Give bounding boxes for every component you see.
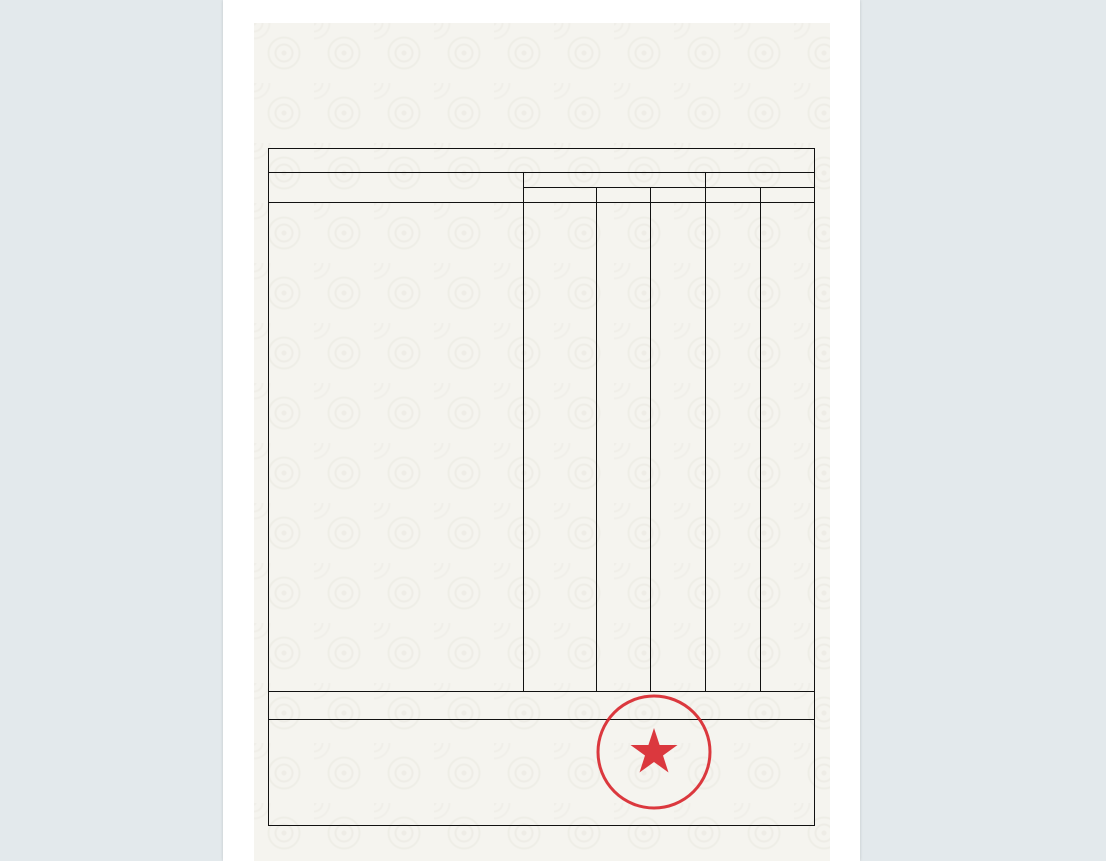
detail-table [268, 148, 815, 826]
official-seal-icon [592, 690, 716, 814]
